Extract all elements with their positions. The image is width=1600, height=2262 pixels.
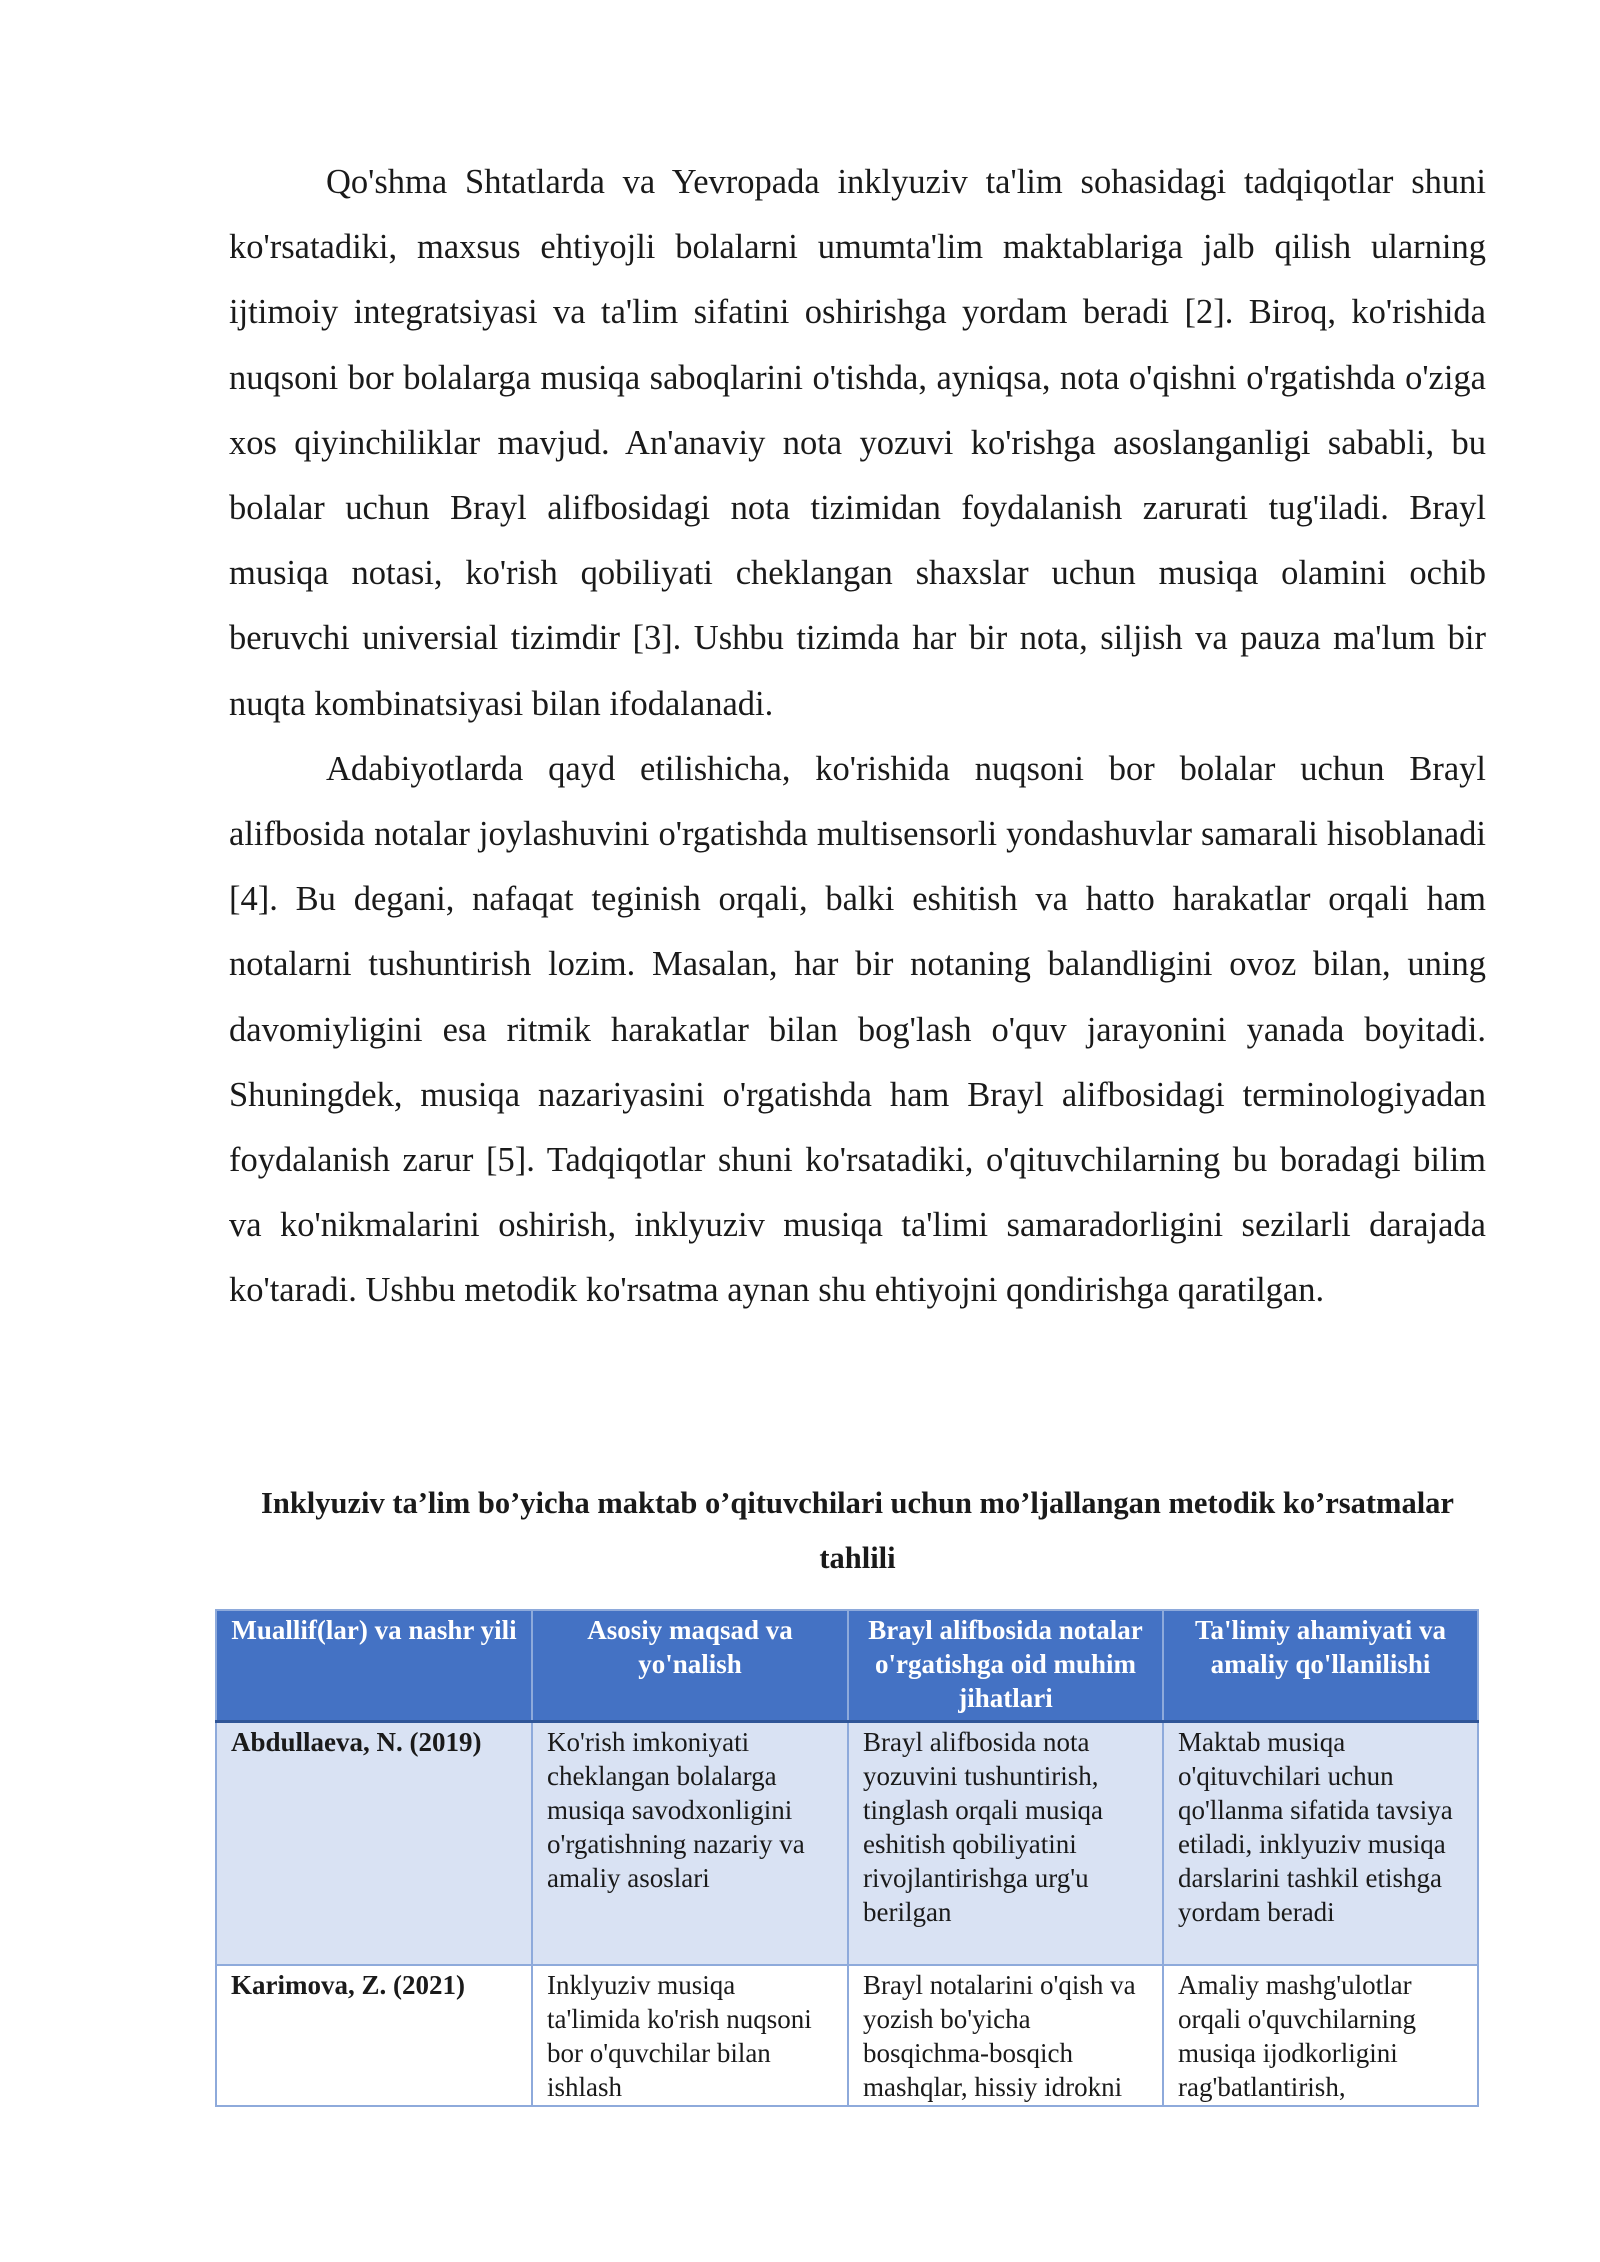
cell-purpose: Inklyuziv musiqa ta'limida ko'rish nuqsoni bor o'quvchilar bilan ishlash	[532, 1965, 848, 2106]
body-text	[229, 150, 1486, 1324]
cell-significance: Maktab musiqa o'qituvchilari uchun qo'llanma sifatida tavsiya etiladi, inklyuziv musiqa darslarini tashkil etishga yordam beradi	[1163, 1722, 1478, 1966]
cell-author: Abdullaeva, N. (2019)	[216, 1722, 532, 1966]
cell-braille-aspects: Brayl alifbosida nota yozuvini tushuntirish, tinglash orqali musiqa eshitish qobiliyatini rivojlantirishga urg'u berilgan	[848, 1722, 1163, 1966]
cell-braille-aspects: Brayl notalarini o'qish va yozish bo'yicha bosqichma-bosqich mashqlar, hissiy idrokni	[848, 1965, 1163, 2106]
header-braille-aspects: Brayl alifbosida notalar o'rgatishga oid muhim jihatlari	[848, 1610, 1163, 1722]
header-author: Muallif(lar) va nashr yili	[216, 1610, 532, 1722]
cell-purpose: Ko'rish imkoniyati cheklangan bolalarga musiqa savodxonligini o'rgatishning nazariy va amaliy asoslari	[532, 1722, 848, 1966]
header-significance: Ta'limiy ahamiyati va amaliy qo'llanilishi	[1163, 1610, 1478, 1722]
cell-author: Karimova, Z. (2021)	[216, 1965, 532, 2106]
table-row	[216, 1722, 1478, 1966]
table-row	[216, 1965, 1478, 2106]
paragraph-2: Adabiyotlarda qayd etilishicha, ko'rishida nuqsoni bor bolalar uchun Brayl alifbosida notalar joylashuvini o'rgatishda multisensorli yondashuvlar samarali hisoblanadi [4]. Bu degani, nafaqat teginish orqali, balki eshitish va hatto harakatlar orqali ham notalarni tushuntirish lozim. Masalan, har bir notaning balandligini ovoz bilan, uning davomiyligini esa ritmik harakatlar bilan bog'lash o'quv jarayonini yanada boyitadi. Shuningdek, musiqa nazariyasini o'rgatishda ham Brayl alifbosidagi terminologiyadan foydalanish zarur [5]. Tadqiqotlar shuni ko'rsatadiki, o'qituvchilarning bu boradagi bilim va ko'nikmalarini oshirish, inklyuziv musiqa ta'limi samaradorligini sezilarli darajada ko'taradi. Ushbu metodik ko'rsatma aynan shu ehtiyojni qondirishga qaratilgan.	[229, 749, 1486, 1310]
header-purpose: Asosiy maqsad va yo'nalish	[532, 1610, 848, 1722]
table-header-row	[216, 1610, 1478, 1722]
analysis-table	[215, 1609, 1479, 2107]
table-caption: Inklyuziv ta’lim bo’yicha maktab o’qituvchilari uchun mo’ljallangan metodik ko’rsatmalar tahlili	[261, 1486, 1454, 1575]
paragraph-1: Qo'shma Shtatlarda va Yevropada inklyuziv ta'lim sohasidagi tadqiqotlar shuni ko'rsatadiki, maxsus ehtiyojli bolalarni umumta'lim maktablariga jalb qilish ularning ijtimoiy integratsiyasi va ta'lim sifatini oshirishga yordam beradi [2]. Biroq, ko'rishida nuqsoni bor bolalarga musiqa saboqlarini o'tishda, ayniqsa, nota o'qishni o'rgatishda o'ziga xos qiyinchiliklar mavjud. An'anaviy nota yozuvi ko'rishga asoslanganligi sababli, bu bolalar uchun Brayl alifbosidagi nota tizimidan foydalanish zarurati tug'iladi. Brayl musiqa notasi, ko'rish qobiliyati cheklangan shaxslar uchun musiqa olamini ochib beruvchi universial tizimdir [3]. Ushbu tizimda har bir nota, siljish va pauza ma'lum bir nuqta kombinatsiyasi bilan ifodalanadi.	[229, 163, 1486, 723]
cell-significance: Amaliy mashg'ulotlar orqali o'quvchilarning musiqa ijodkorligini rag'batlantirish,	[1163, 1965, 1478, 2106]
